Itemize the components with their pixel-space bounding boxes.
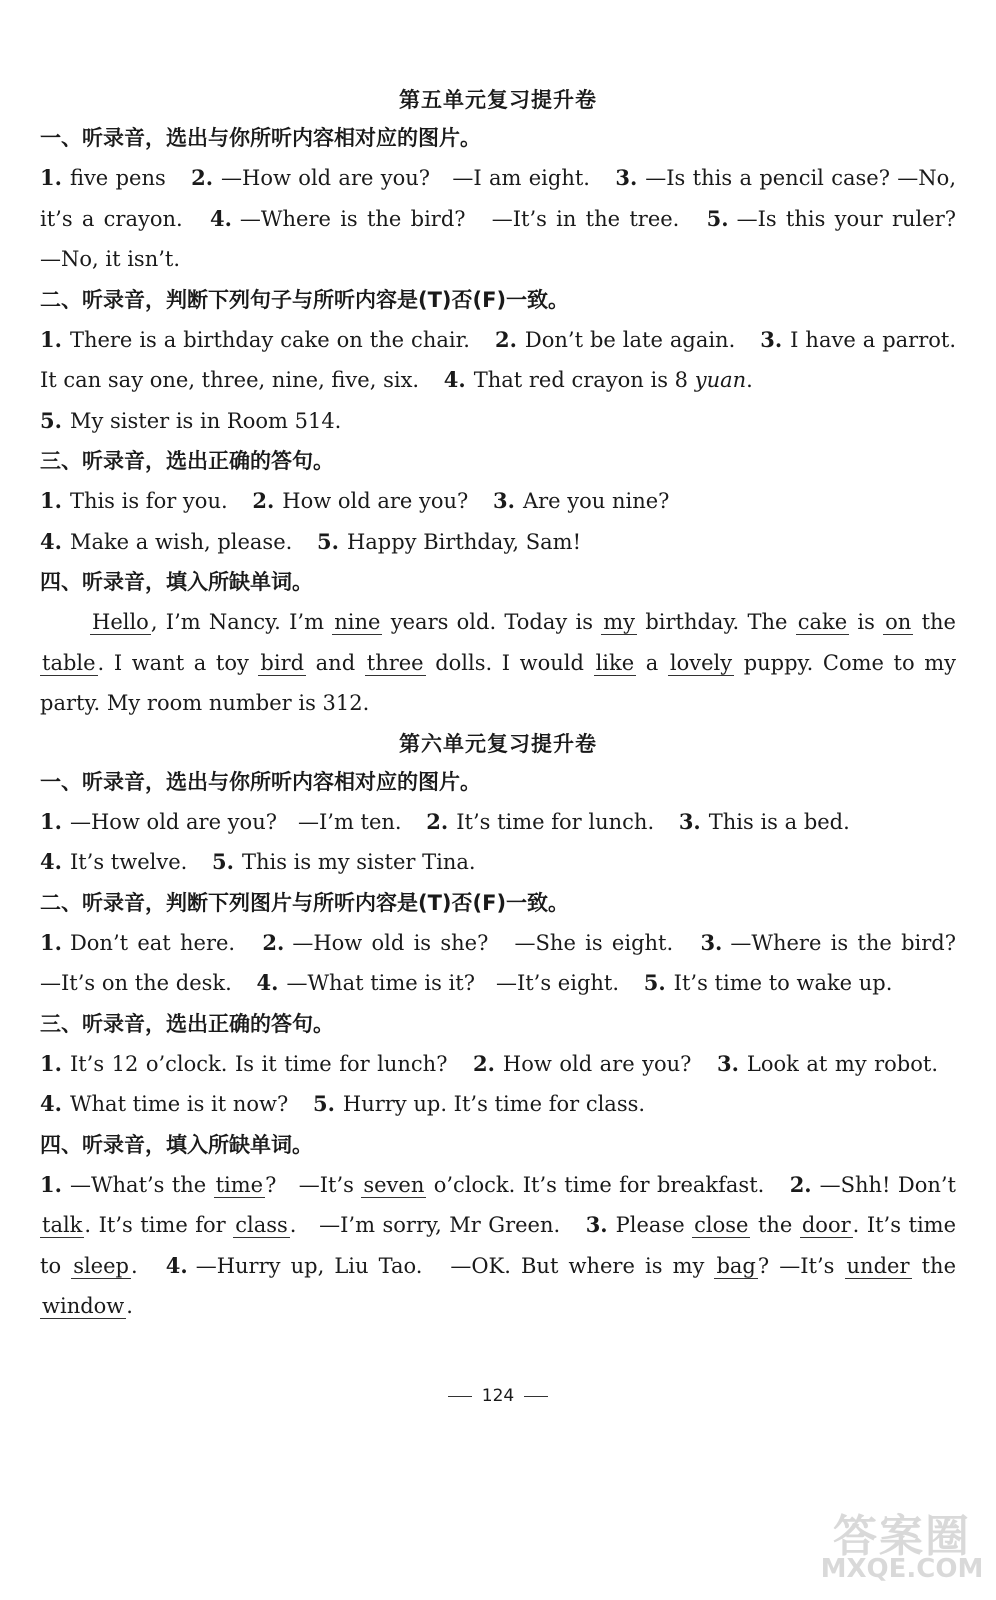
fill-blank: seven [363,1172,425,1197]
answer-item: Don’t eat here. [69,930,236,955]
fill-blank: class [235,1213,288,1237]
answer-item: —Where is the bird? —It’s on the desk. [40,930,977,995]
unit5-section1-answers: 1. five pens 2. —How old are you? —I am eight. 3. —Is this a pencil case? —No, it’s a crayon. 4. —Where is the bird? —It’s in the tree. 5. —Is this your ruler? —No, it isn’t. [40,165,977,271]
watermark-url: MXQE.COM [820,1554,984,1584]
fill-blank: lovely [669,650,733,675]
answer-item: Are you nine? [522,489,670,513]
unit5-section1-title: 一、听录音，选出与你所听内容相对应的图片。 [40,126,481,150]
fill-blank: on [885,610,912,634]
answer-page [40,80,977,1327]
unit6-section4-title: 四、听录音，填入所缺单词。 [40,1132,313,1157]
unit5-section2-title: 二、听录音，判断下列句子与所听内容是(T)否(F)一致。 [40,287,570,312]
fill-blank: window [42,1294,125,1318]
unit6-section4-passage: 1. —What’s the time? —It’s seven o’clock. It’s time for breakfast. 2. —Shh! Don’t talk. It’s time for class. —I’m sorry, Mr Green. 3. Please close the door. It’s time to sleep. 4. —Hurry up, Liu Tao. —OK. But where is my bag? —It’s under the window. [40,1171,956,1318]
fill-blank: talk [42,1213,83,1237]
unit6-section1-title: 一、听录音，选出与你所听内容相对应的图片。 [40,769,481,794]
page-number [0,1384,996,1408]
answer-item: It’s time to wake up. [673,971,893,995]
unit6-section2-answers: 1. Don’t eat here. 2. —How old is she? —She is eight. 3. —Where is the bird? —It’s on the desk. 4. —What time is it? —It’s eight. 5. It’s time to wake up. [40,929,977,995]
fill-blank: my [603,610,636,634]
unit5-section4-title: 四、听录音，填入所缺单词。 [40,570,313,594]
dash-left [448,1396,472,1397]
answer-item: My sister is in Room 514. [69,408,342,433]
answer-item: —Is this a pencil case? —No, it’s a crayon. [40,166,957,231]
fill-blank: table [42,650,96,675]
answer-item: This is for you. [69,489,228,513]
answer-item: I have a parrot. It can say one, three, nine, five, six. [40,327,956,392]
fill-blank: cake [797,610,848,634]
answer-item: This is my sister Tina. [241,850,476,874]
answer-item: —How old are you? —I am eight. [221,166,590,190]
answer-item: How old are you? [282,489,469,513]
unit5-title: 第五单元复习提升卷 [399,88,597,112]
answer-item: This is a bed. [708,809,850,834]
answer-item-yuan: yuan [694,368,747,392]
answer-item: Don’t be late again. [524,327,736,352]
answer-item: —How old is she? —She is eight. [292,930,674,955]
answer-item: It’s time for lunch. [456,809,655,834]
answer-item: —Where is the bird? —It’s in the tree. [239,206,680,231]
unit5-section3-title: 三、听录音，选出正确的答句。 [40,449,334,473]
answer-item: Hurry up. It’s time for class. [342,1092,646,1116]
fill-blank: close [694,1213,749,1237]
answer-item: —How old are you? —I’m ten. [69,809,402,834]
answer-item: Make a wish, please. [69,529,293,554]
unit5-section2-answers: 1. There is a birthday cake on the chair. 2. Don’t be late again. 3. I have a parrot. It can say one, three, nine, five, six. 4. That red crayon is 8 yuan. 5. My sister is in Room 514. [40,326,956,433]
fill-blank: nine [334,610,381,634]
dash-right [524,1396,548,1397]
unit6-section3-answers: 1. It’s 12 o’clock. Is it time for lunch? 2. How old are you? 3. Look at my robot. 4. What time is it now? 5. Hurry up. It’s time for class. [40,1050,938,1116]
answer-item: —What time is it? —It’s eight. [286,971,620,995]
answer-item: There is a birthday cake on the chair. [69,327,470,352]
watermark-text: 答案圈 [833,1511,971,1562]
answer-item: —Is this your ruler? —No, it isn’t. [40,206,977,271]
fill-blank: door [801,1213,851,1237]
answer-item: five pens [69,166,166,190]
answer-item: It’s 12 o’clock. Is it time for lunch? [69,1051,448,1076]
unit6-section2-title: 二、听录音，判断下列图片与所听内容是(T)否(F)一致。 [40,890,570,915]
unit5-section3-answers: 1. This is for you. 2. How old are you? 3. Are you nine? 4. Make a wish, please. 5. Happy Birthday, Sam! [40,488,670,554]
fill-blank: like [595,650,635,675]
fill-blank: under [846,1253,910,1278]
fill-blank: time [215,1172,264,1197]
unit6-section1-answers: 1. —How old are you? —I’m ten. 2. It’s time for lunch. 3. This is a bed. 4. It’s twelve. 5. This is my sister Tina. [40,808,850,874]
unit6-title: 第六单元复习提升卷 [399,731,597,756]
fill-blank: bag [716,1253,756,1278]
fill-blank: bird [260,650,305,675]
answer-item: Look at my robot. [746,1051,938,1076]
answer-item: What time is it now? [69,1092,289,1116]
fill-blank: Hello [92,610,149,634]
unit5-section4-passage: Hello, I’m Nancy. I’m nine years old. Today is my birthday. The cake is on the table. I want a toy bird and three dolls. I would like a lovely puppy. Come to my party. My room number is 312. [40,610,957,715]
watermark-logo [814,1500,990,1596]
answer-item: That red crayon is 8 [473,368,689,392]
answer-item: It’s twelve. [69,850,188,874]
fill-blank: three [366,650,424,675]
unit6-section3-title: 三、听录音，选出正确的答句。 [40,1011,334,1036]
fill-blank: sleep [73,1253,129,1278]
answer-item: How old are you? [502,1051,692,1076]
answer-item: Happy Birthday, Sam! [346,529,582,554]
page-number-value: 124 [481,1386,515,1406]
